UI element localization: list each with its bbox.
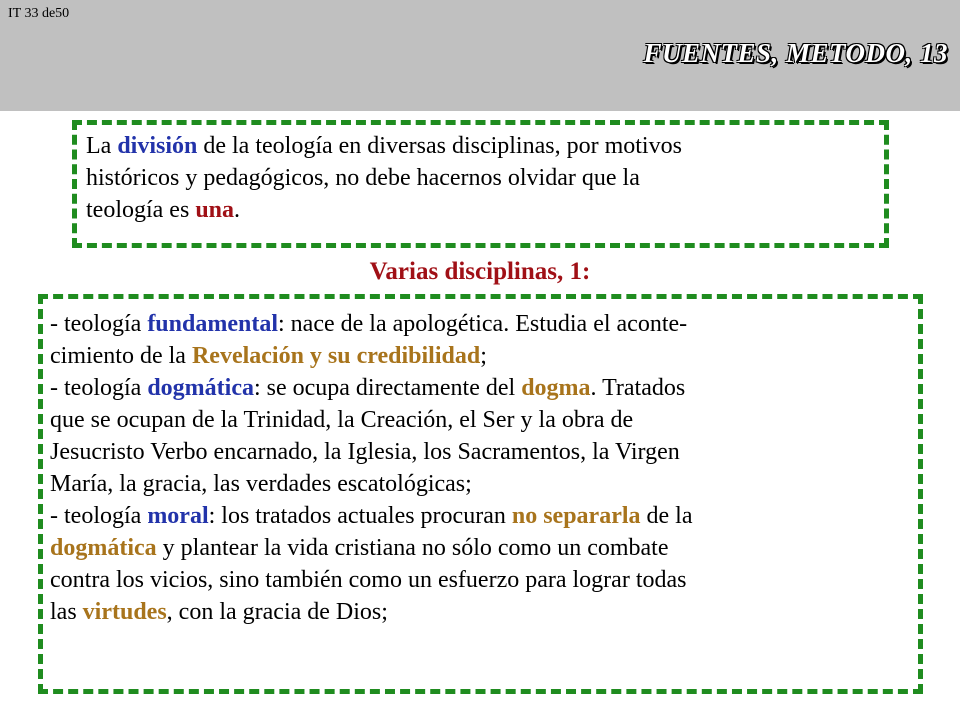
header-band [0, 0, 960, 111]
text-run: : se ocupa directamente del [253, 375, 522, 401]
keyword-fundamental: fundamental [147, 311, 278, 337]
keyword-revelacion: Revelación y su credibilidad [191, 343, 481, 369]
section-heading: Varias disciplinas, 1: [369, 258, 591, 285]
text-run: : nace de la apologética. Estudia el aconte- [278, 311, 688, 337]
dogmatica-line-4: María, la gracia, las verdades escatológicas; [50, 471, 472, 497]
fundamental-line-2 [50, 340, 920, 372]
slide-number: IT 33 de50 [8, 6, 70, 21]
moral-line-2 [50, 532, 920, 564]
intro-line-2 [86, 162, 886, 194]
fundamental-line-1 [50, 308, 920, 340]
keyword-virtudes: virtudes [82, 599, 167, 625]
moral-line-4 [50, 596, 920, 628]
text-run: cimiento de la [50, 343, 192, 369]
text-run: de la [640, 503, 693, 529]
text-run: teología es [86, 197, 196, 223]
text-run: de la teología en diversas disciplinas, por motivos [197, 133, 682, 159]
moral-line-3: contra los vicios, sino también como un esfuerzo para lograr todas [50, 567, 687, 593]
intro-line-1 [86, 130, 886, 162]
text-run: , con la gracia de Dios; [166, 599, 388, 625]
keyword-moral: moral [147, 503, 209, 529]
dogmatica-line-1 [50, 372, 920, 404]
dogmatica-line-2: que se ocupan de la Trinidad, la Creación, el Ser y la obra de [50, 407, 634, 433]
intro-text [86, 130, 886, 226]
keyword-dogmatica: dogmática [147, 375, 254, 401]
keyword-dogmatica-2: dogmática [50, 535, 157, 561]
dogmatica-line-3: Jesucristo Verbo encarnado, la Iglesia, los Sacramentos, la Virgen [50, 439, 680, 465]
keyword-una: una [195, 197, 235, 223]
keyword-no-separarla: no separarla [511, 503, 641, 529]
moral-line-1 [50, 500, 920, 532]
keyword-dogma: dogma [521, 375, 591, 401]
text-run: - teología [50, 311, 148, 337]
text-run: . [234, 197, 241, 223]
text-run: - teología [50, 503, 148, 529]
text-run: . Tratados [590, 375, 686, 401]
intro-line-3 [86, 194, 886, 226]
slide-title: FUENTES, METODO, 13 [643, 38, 948, 68]
text-run: las [50, 599, 83, 625]
text-run: y plantear la vida cristiana no sólo como un combate [156, 535, 669, 561]
text-run: La [86, 133, 118, 159]
disciplines-text [50, 308, 920, 628]
keyword-division: división [117, 133, 198, 159]
text-run: - teología [50, 375, 148, 401]
text-run: ; [480, 343, 487, 369]
text-run: históricos y pedagógicos, no debe hacernos olvidar que la [86, 165, 640, 191]
text-run: : los tratados actuales procuran [208, 503, 512, 529]
